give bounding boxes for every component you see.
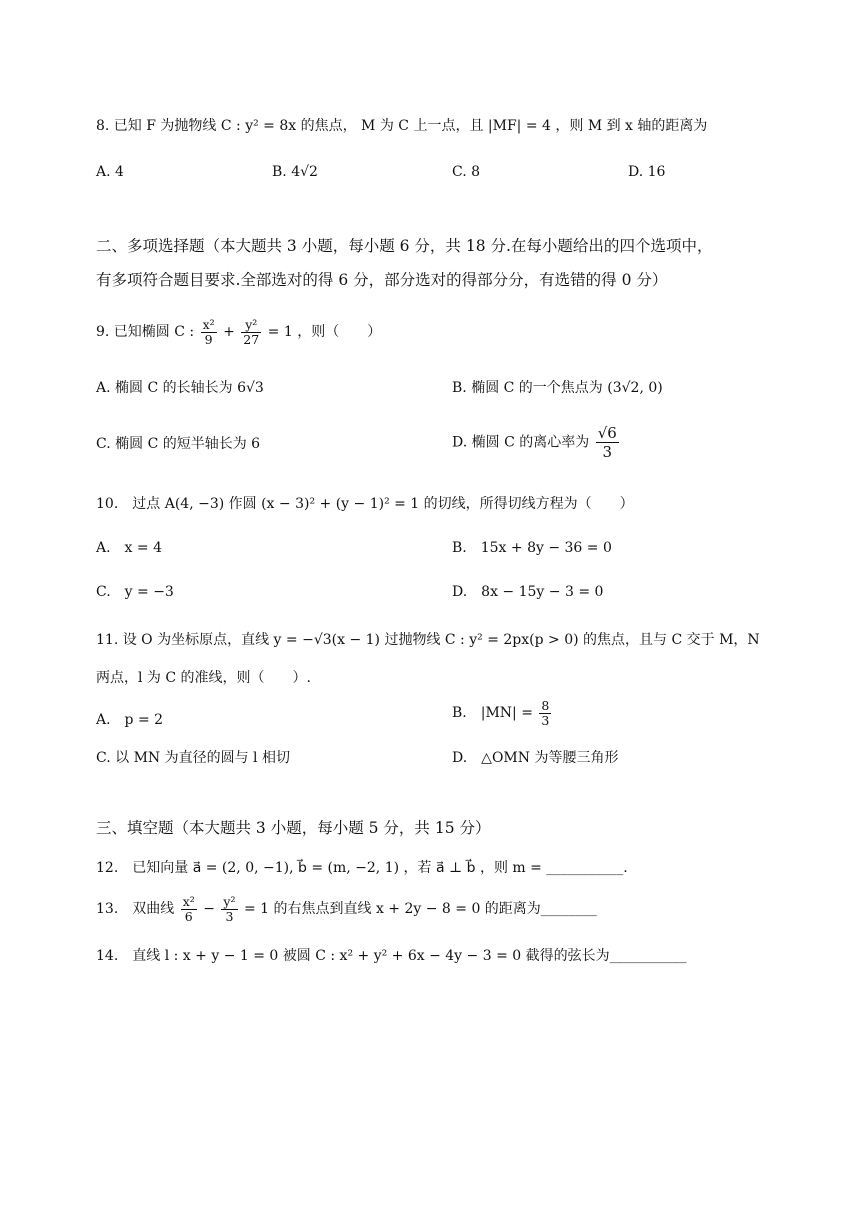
q11-option-b (452, 698, 553, 728)
q9-option-d-label: D. 椭圆 C 的离心率为 (452, 434, 590, 451)
q8-option-c: C. 8 (452, 164, 481, 180)
q13-fraction-y (221, 895, 237, 924)
question-11-stem-line2: 两点，l 为 C 的准线，则（ ）. (96, 670, 311, 686)
q11-option-a: A. p = 2 (96, 712, 164, 728)
q9-option-d (452, 424, 621, 461)
q9-option-d-fraction (596, 424, 619, 461)
question-12: 12. 已知向量 a⃗ = (2, 0, −1), b⃗ = (m, −2, 1) ，若 a⃗ ⊥ b⃗ ，则 m = ___________. (96, 860, 628, 876)
q9-fraction-x (201, 318, 217, 347)
q9-suffix: = 1 ，则（ ） (267, 324, 382, 340)
q8-option-a: A. 4 (96, 164, 124, 180)
q11-option-d: D. △OMN 为等腰三角形 (452, 750, 619, 766)
q9-frac2-num: y² (241, 318, 261, 333)
q11-optb-num: 8 (541, 697, 550, 713)
q11-option-c: C. 以 MN 为直径的圆与 l 相切 (96, 750, 290, 766)
question-8-stem: 8. 已知 F 为抛物线 C : y² = 8x 的焦点， M 为 C 上一点，且 |MF| = 4 ，则 M 到 x 轴的距离为 (96, 118, 708, 134)
q11-option-b-fraction (539, 699, 551, 728)
question-14: 14. 直线 l : x + y − 1 = 0 被圆 C : x² + y² + 6x − 4y − 3 = 0 截得的弦长为___________ (96, 948, 687, 964)
q10-option-a: A. x = 4 (96, 540, 162, 556)
q13-frac1-den: 6 (184, 908, 193, 924)
q13-frac2-num: y² (223, 893, 236, 909)
q9-optd-den: 3 (602, 443, 613, 461)
q9-frac2-den: 27 (243, 331, 260, 347)
q13-prefix: 13. 双曲线 (96, 901, 175, 917)
q9-fraction-y (241, 318, 261, 347)
q9-option-c: C. 椭圆 C 的短半轴长为 6 (96, 436, 261, 452)
question-13 (96, 894, 597, 924)
q11-optb-den: 3 (541, 712, 550, 728)
q13-frac2-den: 3 (225, 908, 234, 924)
question-10-stem: 10. 过点 A(4, −3) 作圆 (x − 3)² + (y − 1)² = 1 的切线，所得切线方程为（ ） (96, 496, 634, 512)
section-2-heading-line2: 有多项符合题目要求.全部选对的得 6 分，部分选对的得部分分，有选错的得 0 分） (96, 271, 668, 289)
section-3-heading: 三、填空题（本大题共 3 小题，每小题 5 分，共 15 分） (96, 819, 491, 837)
q13-fraction-x (181, 895, 197, 924)
q9-option-b: B. 椭圆 C 的一个焦点为 (3√2, 0) (452, 380, 663, 396)
q9-frac1-den: 9 (204, 331, 213, 347)
q10-option-b: B. 15x + 8y − 36 = 0 (452, 540, 612, 556)
question-11-stem-line1: 11. 设 O 为坐标原点，直线 y = −√3(x − 1) 过抛物线 C : y² = 2px(p > 0) 的焦点，且与 C 交于 M，N (96, 632, 760, 648)
q10-option-c: C. y = −3 (96, 584, 174, 600)
q13-suffix: = 1 的右焦点到直线 x + 2y − 8 = 0 的距离为________ (243, 901, 597, 917)
q9-optd-num: √6 (597, 424, 617, 442)
q9-prefix: 9. 已知椭圆 C : (96, 324, 195, 340)
q9-option-a: A. 椭圆 C 的长轴长为 6√3 (96, 380, 264, 396)
q13-frac1-num: x² (182, 893, 195, 909)
q9-plus: + (223, 324, 235, 340)
question-9-stem (96, 316, 381, 348)
section-2-heading-line1: 二、多项选择题（本大题共 3 小题，每小题 6 分，共 18 分.在每小题给出的四个选项中， (96, 237, 713, 255)
q8-option-b: B. 4√2 (272, 164, 318, 180)
q9-frac1-num: x² (202, 316, 215, 332)
q13-minus: − (203, 901, 215, 917)
q10-option-d: D. 8x − 15y − 3 = 0 (452, 584, 604, 600)
q11-option-b-label: B. |MN| = (452, 705, 533, 721)
q8-option-d: D. 16 (628, 164, 666, 180)
